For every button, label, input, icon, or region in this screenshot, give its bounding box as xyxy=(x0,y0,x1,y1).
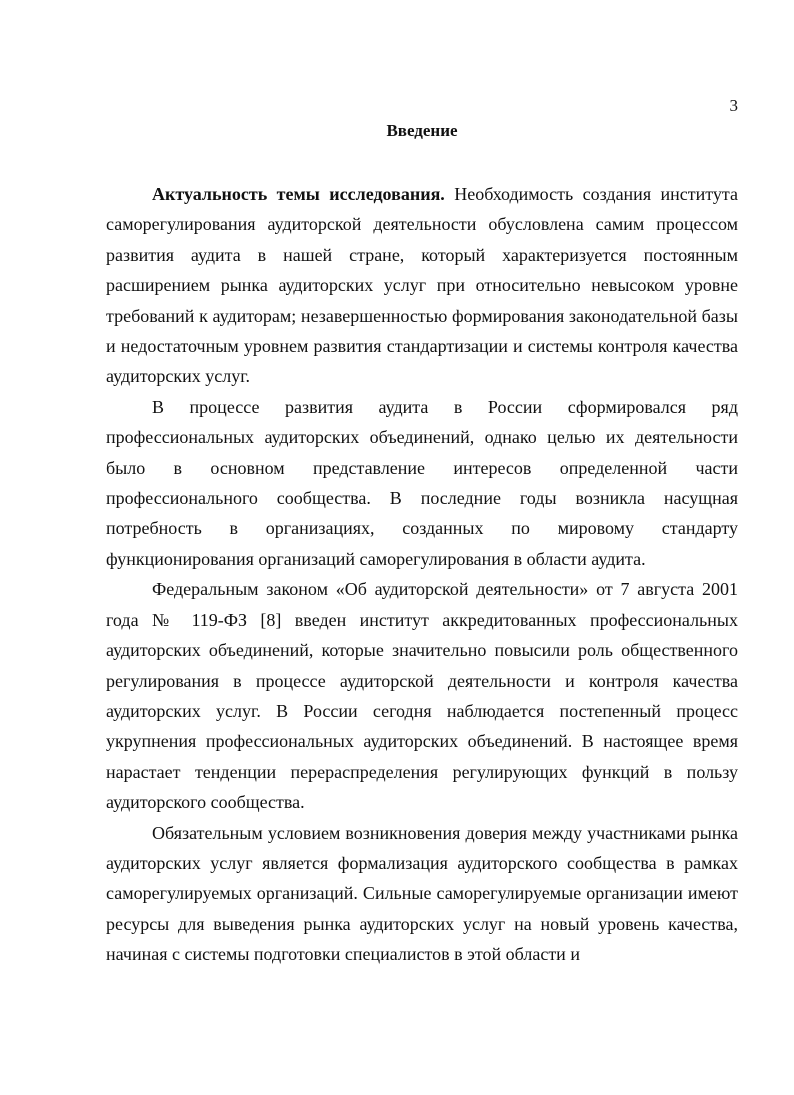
document-body xyxy=(106,179,738,970)
paragraph-associations xyxy=(106,392,738,574)
paragraph-relevance xyxy=(106,179,738,392)
page-number: 3 xyxy=(729,96,738,115)
paragraph-text: Необходимость создания института саморегулирования аудиторской деятельности обусловлена самим процессом развития аудита в нашей стране, который характеризуется постоянным расширением рынка аудиторских услуг при относительно невысоком уровне требований к аудиторам; незавершенностью формирования законодательной базы и недостаточным уровнем развития стандартизации и системы контроля качества аудиторских услуг. xyxy=(106,184,738,387)
paragraph-lead: Актуальность темы исследования. xyxy=(152,184,445,204)
page-title: Введение xyxy=(386,121,458,140)
paragraph-trust-condition xyxy=(106,818,738,970)
paragraph-text: Федеральным законом «Об аудиторской деятельности» от 7 августа 2001 года № 119-ФЗ [8] введен институт аккредитованных профессиональных аудиторских объединений, которые значительно повысили роль общественного регулирования в процессе аудиторской деятельности и контроля качества аудиторских услуг. В России сегодня наблюдается постепенный процесс укрупнения профессиональных аудиторских объединений. В настоящее время нарастает тенденции перераспределения регулирующих функций в пользу аудиторского сообщества. xyxy=(106,579,738,813)
paragraph-text: Обязательным условием возникновения доверия между участниками рынка аудиторских услуг является формализация аудиторского сообщества в рамках саморегулируемых организаций. Сильные саморегулируемые организации имеют ресурсы для выведения рынка аудиторских услуг на новый уровень качества, начиная с системы подготовки специалистов в этой области и xyxy=(106,822,738,965)
paragraph-federal-law xyxy=(106,574,738,817)
paragraph-text: В процессе развития аудита в России сформировался ряд профессиональных аудиторских объединений, однако целью их деятельности было в основном представление интересов определенной части профессионального сообщества. В последние годы возникла насущная потребность в организациях, созданных по мировому стандарту функционирования организаций саморегулирования в области аудита. xyxy=(106,396,738,569)
